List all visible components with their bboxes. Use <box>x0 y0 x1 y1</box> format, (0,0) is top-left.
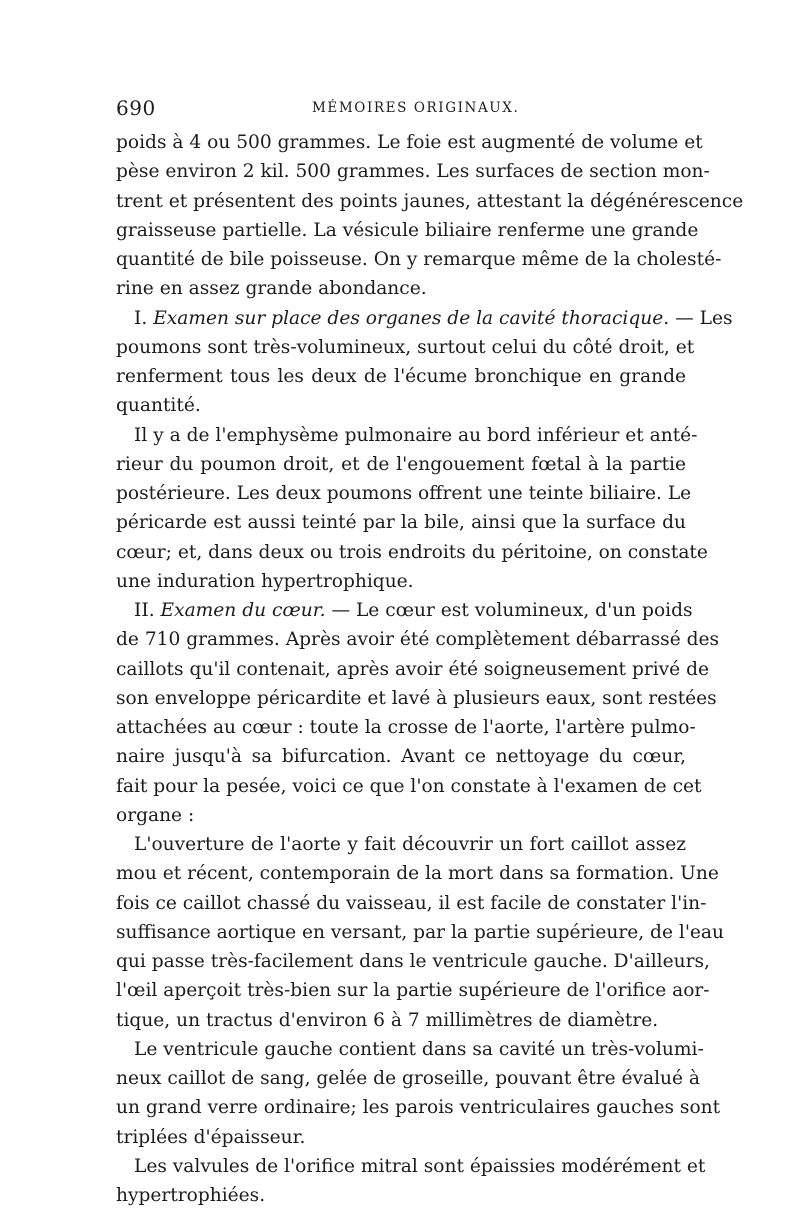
section-lead-text: Les <box>699 307 733 329</box>
em-dash: — <box>331 600 351 621</box>
section-title: Examen sur place des organes de la cavité thoracique. <box>153 307 670 329</box>
text-line: attachées au cœur : toute la crosse de l'aorte, l'artère pulmo- <box>116 717 696 738</box>
body-text <box>116 128 744 1210</box>
text-line: cœur; et, dans deux ou trois endroits du péritoine, on constate <box>116 541 708 563</box>
text-line: son enveloppe péricardite et lavé à plusieurs eaux, sont restées <box>116 687 717 709</box>
text-line: mou et récent, contemporain de la mort dans sa formation. Une <box>116 863 719 885</box>
text-line: rine en assez grande abondance. <box>116 278 427 300</box>
em-dash: — <box>675 307 694 329</box>
text-line: graisseuse partielle. La vésicule biliaire renferme une grande <box>116 219 699 241</box>
text-line: l'œil aperçoit très-bien sur la partie supérieure de l'orifice aor- <box>116 980 710 1002</box>
text-line: qui passe très-facilement dans le ventricule gauche. D'ailleurs, <box>116 951 710 972</box>
text-line: suffisance aortique en versant, par la partie supérieure, de l'eau <box>116 921 724 943</box>
text-line: tique, un tractus d'environ 6 à 7 millimètres de diamètre. <box>116 1009 659 1031</box>
text-line: triplées d'épaisseur. <box>116 1126 306 1148</box>
text-line: caillots qu'il contenait, après avoir été soigneusement privé de <box>116 658 710 680</box>
section-heading-heart <box>116 596 693 625</box>
text-line: Le ventricule gauche contient dans sa cavité un très-volumi- <box>134 1038 704 1060</box>
section-numeral: II. <box>134 600 155 621</box>
section-heading-thorax <box>116 304 733 333</box>
page-header <box>116 96 686 124</box>
text-line: Il y a de l'emphysème pulmonaire au bord inférieur et anté- <box>134 424 698 446</box>
text-line: poids à 4 ou 500 grammes. Le foie est augmenté de volume et <box>116 132 703 153</box>
text-line: quantité de bile poisseuse. On y remarque même de la cholesté- <box>116 249 722 270</box>
section-title: Examen du cœur. <box>160 600 326 621</box>
text-line: neux caillot de sang, gelée de groseille, pouvant être évalué à <box>116 1068 701 1089</box>
text-line: postérieure. Les deux poumons offrent une teinte biliaire. Le <box>116 483 692 504</box>
text-line: de 710 grammes. Après avoir été complètement débarrassé des <box>116 629 720 651</box>
text-line: naire jusqu'à sa bifurcation. Avant ce nettoyage du cœur, <box>116 746 686 768</box>
text-line: rieur du poumon droit, et de l'engouement fœtal à la partie <box>116 453 686 475</box>
section-lead-text: Le cœur est volumineux, d'un poids <box>355 600 693 621</box>
text-line: un grand verre ordinaire; les parois ventriculaires gauches sont <box>116 1097 721 1119</box>
text-line: fois ce caillot chassé du vaisseau, il est facile de constater l'in- <box>116 892 707 914</box>
text-line: pèse environ 2 kil. 500 grammes. Les surfaces de section mon- <box>116 161 710 183</box>
text-line: quantité. <box>116 395 201 417</box>
section-numeral: I. <box>134 307 148 329</box>
text-line: L'ouverture de l'aorte y fait découvrir un fort caillot assez <box>134 834 686 855</box>
text-line: organe : <box>116 804 195 826</box>
page-number: 690 <box>116 96 156 120</box>
text-line: une induration hypertrophique. <box>116 570 414 592</box>
text-line: poumons sont très-volumineux, surtout celui du côté droit, et <box>116 336 695 358</box>
text-line: fait pour la pesée, voici ce que l'on constate à l'examen de cet <box>116 775 702 797</box>
text-line: péricarde est aussi teinté par la bile, ainsi que la surface du <box>116 512 686 534</box>
text-line: hypertrophiées. <box>116 1185 266 1206</box>
running-title: MÉMOIRES ORIGINAUX. <box>312 100 520 116</box>
text-line: Les valvules de l'orifice mitral sont épaissies modérément et <box>134 1155 706 1177</box>
text-line: renferment tous les deux de l'écume bronchique en grande <box>116 366 686 387</box>
text-line: trent et présentent des points jaunes, attestant la dégénérescence <box>116 190 744 212</box>
